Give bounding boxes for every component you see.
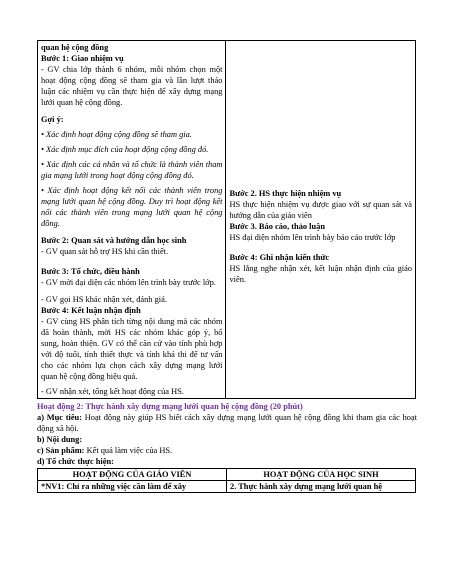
- table-header-row: [38, 469, 416, 481]
- student-step3-text: HS đại diện nhóm lên trình bày báo cáo trước lớp: [229, 233, 396, 242]
- step3-text: - GV mời đại diện các nhóm lên trình bày trước lớp.: [41, 278, 216, 287]
- teacher-task-cell: *NV1: Chỉ ra những việc cần làm để xây: [38, 481, 227, 493]
- student-step2-title: Bước 2. HS thực hiện nhiệm vụ: [229, 189, 342, 198]
- hint-title: Gợi ý:: [41, 115, 64, 124]
- goal-label: a) Mục tiêu:: [37, 413, 82, 422]
- goal-text: Hoạt động này giúp HS biết cách xây dựng mạng lưới quan hệ cộng đồng khi tham gia các hoạt động xã hội.: [37, 413, 417, 433]
- content-label: b) Nội dung:: [37, 435, 83, 444]
- lesson-table: [37, 40, 416, 399]
- student-step4-text: HS lắng nghe nhận xét, kết luận nhận định của giáo viên.: [229, 264, 412, 284]
- section-heading-continued: quan hệ cộng đồng: [41, 43, 109, 52]
- step2-text: - GV quan sát hỗ trợ HS khi cần thiết.: [41, 247, 169, 256]
- step4-text: - GV nhận xét, tổng kết hoạt động của HS.: [41, 387, 184, 396]
- activity2-heading: Hoạt động 2: Thực hành xây dựng mạng lưới quan hệ cộng đồng (20 phút): [37, 402, 303, 411]
- product-label: c) Sản phẩm:: [37, 446, 85, 455]
- student-step4-title: Bước 4: Ghi nhận kiến thức: [229, 253, 330, 262]
- teacher-activity-cell: [38, 41, 226, 399]
- hint-item: • Xác định các cá nhân và tổ chức là thành viên tham gia mạng lưới trong hoạt động cộng đồng đó.: [41, 160, 223, 180]
- step4-text: - GV cùng HS phân tích từng nội dung mà các nhóm đã hoàn thành, mời HS các nhóm khác góp ý, bổ sung, hoàn thiện. GV có thể căn cứ vào tính phù hợp với độ tuổi, tính thiết thực và tính khả thi để tư vấn cho các nhóm lựa chọn cách xây dựng mạng lưới quan hệ cộng đồng hiệu quả.: [41, 317, 223, 381]
- student-column-header: HOẠT ĐỘNG CỦA HỌC SINH: [227, 469, 416, 481]
- table-row: [38, 481, 416, 493]
- student-step3-title: Bước 3. Báo cáo, thảo luận: [229, 222, 325, 231]
- organization-label: d) Tổ chức thực hiện:: [37, 457, 114, 466]
- step4-title: Bước 4: Kết luận nhận định: [41, 306, 141, 315]
- student-activity-cell: [226, 41, 416, 399]
- hint-item: • Xác định hoạt động cộng đồng sẽ tham gia.: [41, 130, 192, 139]
- student-step2-text: HS thực hiện nhiệm vụ được giao với sự quan sát và hướng dẫn của giáo viên: [229, 200, 412, 220]
- activity2-table: [37, 468, 416, 493]
- activity2-goal: [37, 412, 417, 434]
- product-text: Kết quả làm việc của HS.: [84, 446, 173, 455]
- teacher-column-header: HOẠT ĐỘNG CỦA GIÁO VIÊN: [38, 469, 227, 481]
- step1-text: - GV chia lớp thành 6 nhóm, mỗi nhóm chọn một hoạt động cộng đồng sẽ tham gia và lần lượt thảo luận các nhiệm vụ cần thực hiện để xây dựng mạng lưới quan hệ cộng đồng.: [41, 65, 223, 107]
- step3-title: Bước 3: Tổ chức, điều hành: [41, 267, 140, 276]
- activity2-product: [37, 445, 417, 456]
- page-content: [37, 40, 417, 493]
- student-task-cell: 2. Thực hành xây dựng mạng lưới quan hệ: [227, 481, 416, 493]
- step3-text: - GV gọi HS khác nhận xét, đánh giá.: [41, 295, 167, 304]
- step2-title: Bước 2: Quan sát và hướng dẫn học sinh: [41, 236, 187, 245]
- spacer: [229, 42, 412, 188]
- hint-item: • Xác định hoạt động kết nối các thành viên trong mạng lưới quan hệ cộng đồng. Duy trì hoạt động kết nối các thành viên trong mạng lưới quan hệ cộng đồng.: [41, 186, 223, 228]
- step1-title: Bước 1: Giao nhiệm vụ: [41, 54, 124, 63]
- table-row: [38, 41, 416, 399]
- hint-item: • Xác định mục đích của hoạt động cộng đồng đó.: [41, 145, 209, 154]
